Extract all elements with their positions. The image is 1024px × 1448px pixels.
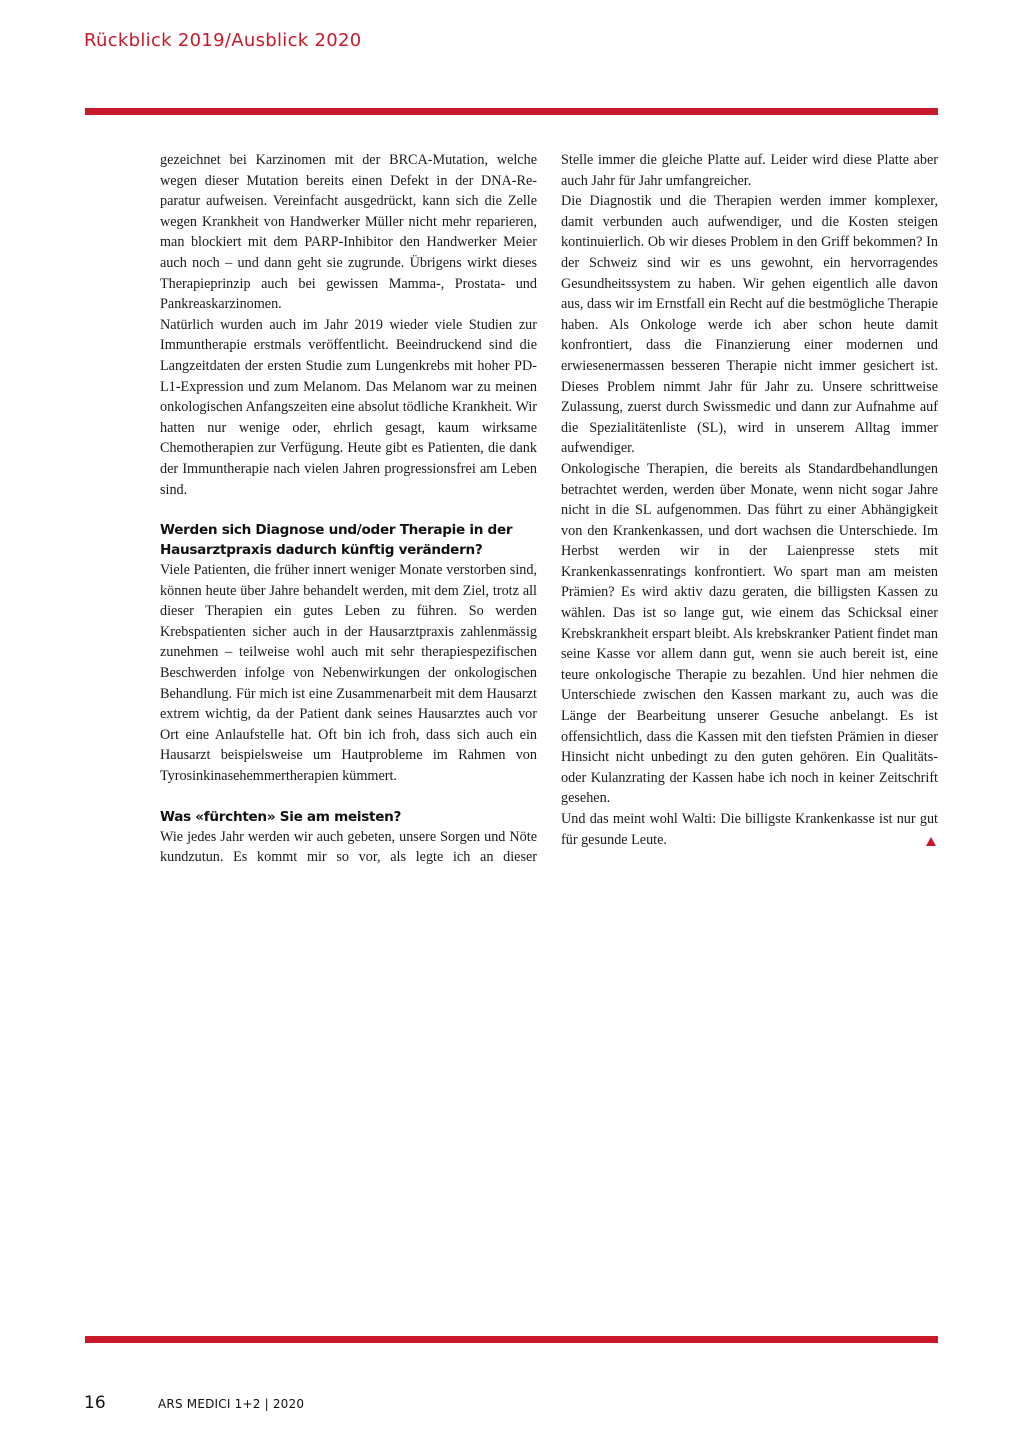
paragraph: Onkologische Therapien, die bereits als Standardbehandlungen betrachtet werden, werden über Monate, wenn nicht sogar Jahre nicht in die SL aufgenommen. Das führt zu einer Abhängigkeit von den Krankenkassen, und dort wachsen die Unterschiede. Im Herbst werden wir in der Laienpresse stets mit Krankenkassenratings konfrontiert. Wo spart man am meisten Prämien? Es wird aktiv dazu geraten, die billigsten Kassen zu wählen. Das ist so lange gut, wie einem das Schicksal einer Krebskrankheit erspart bleibt. Als krebskranker Patient findet man seine Kasse vor allem dann gut, wenn sie auch bereit ist, eine teure onkologische Therapie zu bezahlen. Und hier nehmen die Unterschiede zwischen den Kassen markant zu, auch was die Länge der Bearbeitung unserer Gesuche anbelangt. Es ist offensichtlich, dass die Kassen mit den tiefsten Prämien in dieser Hinsicht nicht unbedingt zu den guten gehören. Ein Qualitäts- oder Kulanzrating der Kassen habe ich noch in keiner Zeitschrift gesehen. xyxy=(561,460,938,807)
paragraph: Wie jedes Jahr werden wir auch gebeten, unsere Sorgen und Nöte kundzutun. Es kommt mir so vor, als legte ich an dieser xyxy=(160,828,537,866)
page-number: 16 xyxy=(84,1393,106,1413)
section-heading: Was «fürchten» Sie am meisten? xyxy=(160,808,402,825)
paragraph: Viele Patienten, die früher innert weniger Monate verstorben sind, können heute über Jahre behandelt werden, mit dem Ziel, trotz all dieser Therapien ein gutes Leben zu führen. So werden Krebspatienten sicher auch in der Hausarztpraxis zahlenmässig zunehmen – teilweise wohl auch mit sehr therapiespezifischen Beschwerden infolge von Nebenwirkungen der onkologischen Behandlung. Für mich ist eine Zusammenarbeit mit dem Hausarzt extrem wichtig, da der Patient dank seines Hausarztes auch vor Ort eine Anlaufstelle hat. Oft bin ich froh, dass sich auch ein Hausarzt beispielsweise um Hautprobleme im Rahmen von Tyrosinkinasehemmertherapien kümmert. xyxy=(160,562,537,785)
paragraph: Stelle immer die gleiche Platte auf. Leider wird diese Platte aber auch Jahr für Jahr umfangreicher. xyxy=(561,152,938,189)
top-divider-rule xyxy=(85,108,938,115)
running-head: Rückblick 2019/Ausblick 2020 xyxy=(84,30,362,51)
closing-text: Und das meint wohl Walti: Die billigste Krankenkasse ist nur gut für gesunde Leute. xyxy=(561,811,938,848)
article-column-right xyxy=(561,150,938,850)
bottom-divider-rule xyxy=(85,1336,938,1343)
closing-paragraph xyxy=(561,809,938,850)
paragraph: Natürlich wurden auch im Jahr 2019 wieder viele Studien zur Immuntherapie erstmals veröffentlicht. Beeindruckend sind die Langzeitdaten der ersten Studie zum Lungenkrebs mit hoher PD-L1-Expression und zum Melanom. Das Melanom war zu meinen onkologischen Anfangszeiten eine absolut tödliche Krankheit. Wir hatten nur wenige oder, ehrlich gesagt, kaum wirksame Chemotherapien zur Verfügung. Heute gibt es Patienten, die dank der Immuntherapie nach vielen Jahren progressionsfrei am Leben sind. xyxy=(160,316,538,498)
section-heading: Werden sich Diagnose und/oder Therapie in der Hausarztpraxis dadurch künftig verändern? xyxy=(160,522,513,559)
article-column-left xyxy=(160,150,537,868)
paragraph: Die Diagnostik und die Therapien werden immer komplexer, damit verbunden auch aufwendiger, und die Kosten steigen kontinuierlich. Ob wir dieses Problem in den Griff bekommen? In der Schweiz sind wir es uns gewohnt, ein hervorragendes Gesundheitssystem zu haben. Wir gehen eigentlich alle davon aus, dass wir im Ernstfall ein Recht auf die bestmögliche Therapie haben. Als Onkologe werde ich aber schon heute damit konfrontiert, dass die Finanzierung einer modernen und erwiesenermassen besseren Therapie nicht immer gesichert ist. Dieses Problem nimmt Jahr für Jahr zu. Unsere schrittweise Zulassung, zuerst durch Swissmedic und dann zur Aufnahme auf die Spezialitätenliste (SL), wird in unserem Alltag immer aufwendiger. xyxy=(561,193,938,457)
publication-footer: ARS MEDICI 1+2 | 2020 xyxy=(158,1397,305,1411)
end-of-article-triangle-icon xyxy=(926,837,936,846)
paragraph: gezeichnet bei Karzinomen mit der BRCA-Mutation, welche wegen dieser Mutation bereits einen Defekt in der DNA-Reparatur aufweisen. Vereinfacht ausgedrückt, kann sich die Zelle wegen Krankheit von Handwerker Müller nicht mehr reparieren, man blockiert mit dem PARP-Inhibitor den Handwerker Meier auch noch – und dann geht sie zugrunde. Übrigens wirkt dieses Therapieprinzip auch bei gewissen Mamma-, Prostata- und Pankreaskarzinomen. xyxy=(160,152,537,313)
